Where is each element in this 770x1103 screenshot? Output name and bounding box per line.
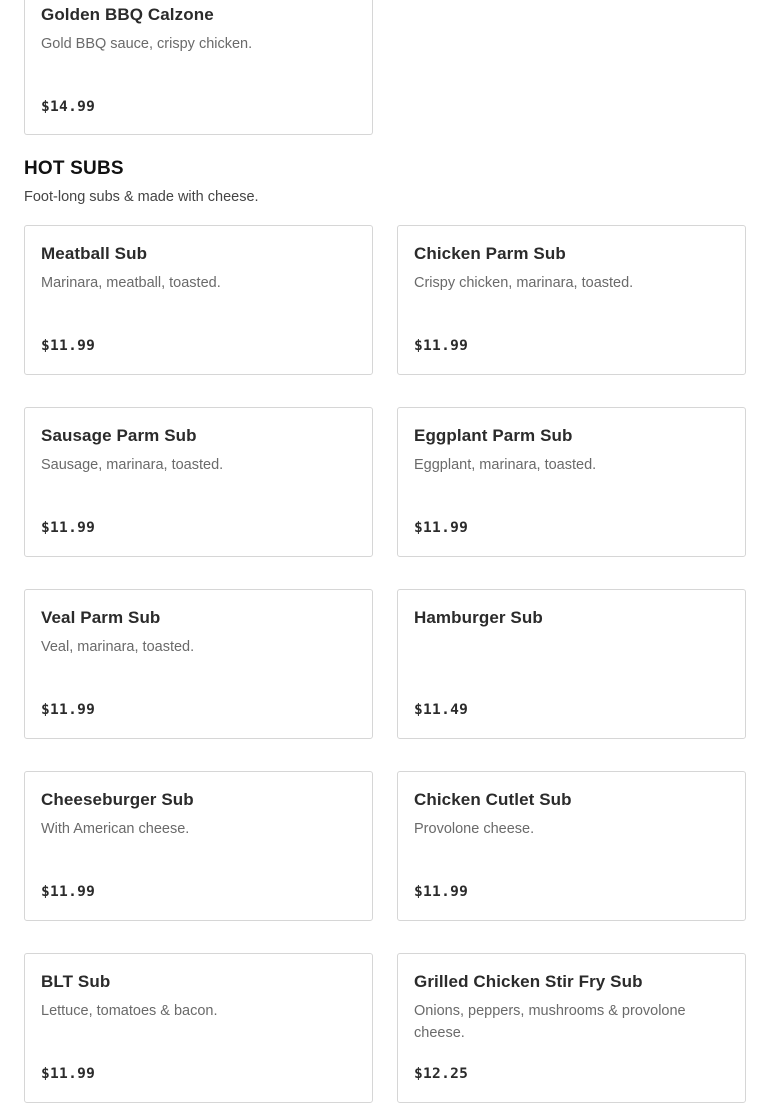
section-subtitle: Foot-long subs & made with cheese. xyxy=(24,189,259,205)
menu-item-card[interactable] xyxy=(397,953,746,1103)
menu-item-card[interactable] xyxy=(397,407,746,557)
menu-item-description: Provolone cheese. xyxy=(414,821,535,837)
menu-item-description: Onions, peppers, mushrooms & provolone cheese. xyxy=(414,1003,686,1041)
menu-item-name: Golden BBQ Calzone xyxy=(41,5,214,24)
menu-item-price: $11.49 xyxy=(414,702,469,718)
menu-item-card[interactable] xyxy=(397,225,746,375)
menu-item-name: Meatball Sub xyxy=(41,244,148,263)
menu-item-card[interactable] xyxy=(24,407,373,557)
menu-item-name: Chicken Parm Sub xyxy=(414,244,566,263)
menu-item-card[interactable] xyxy=(24,771,373,921)
menu-item-card[interactable] xyxy=(24,953,373,1103)
section-title: HOT SUBS xyxy=(24,158,124,179)
menu-item-description: Veal, marinara, toasted. xyxy=(41,639,195,655)
menu-item-name: Veal Parm Sub xyxy=(41,608,161,627)
menu-item-price: $11.99 xyxy=(41,884,96,900)
menu-item-price: $14.99 xyxy=(41,99,96,115)
menu-item-price: $11.99 xyxy=(41,702,96,718)
menu-item-card[interactable] xyxy=(24,589,373,739)
menu-item-description: Marinara, meatball, toasted. xyxy=(41,275,221,291)
menu-item-card[interactable] xyxy=(24,0,373,135)
menu-item-card[interactable] xyxy=(397,771,746,921)
menu-item-description: Sausage, marinara, toasted. xyxy=(41,457,224,473)
menu-item-description: Crispy chicken, marinara, toasted. xyxy=(414,275,634,291)
menu-item-price: $11.99 xyxy=(41,520,96,536)
menu-item-price: $11.99 xyxy=(414,338,469,354)
menu-item-name: Eggplant Parm Sub xyxy=(414,426,573,445)
menu-item-description: Lettuce, tomatoes & bacon. xyxy=(41,1003,218,1019)
menu-item-name: BLT Sub xyxy=(41,972,111,991)
menu-item-name: Grilled Chicken Stir Fry Sub xyxy=(414,972,643,991)
menu-item-price: $11.99 xyxy=(414,884,469,900)
menu-item-card[interactable] xyxy=(24,225,373,375)
menu-item-price: $12.25 xyxy=(414,1066,469,1082)
menu-item-name: Chicken Cutlet Sub xyxy=(414,790,572,809)
menu-item-name: Cheeseburger Sub xyxy=(41,790,194,809)
menu-item-name: Hamburger Sub xyxy=(414,608,543,627)
menu-item-price: $11.99 xyxy=(414,520,469,536)
menu-item-card[interactable] xyxy=(397,589,746,739)
menu-item-price: $11.99 xyxy=(41,338,96,354)
menu-item-description: With American cheese. xyxy=(41,821,190,837)
menu-item-price: $11.99 xyxy=(41,1066,96,1082)
menu-item-description: Eggplant, marinara, toasted. xyxy=(414,457,597,473)
menu-item-name: Sausage Parm Sub xyxy=(41,426,197,445)
menu-item-description: Gold BBQ sauce, crispy chicken. xyxy=(41,36,253,52)
